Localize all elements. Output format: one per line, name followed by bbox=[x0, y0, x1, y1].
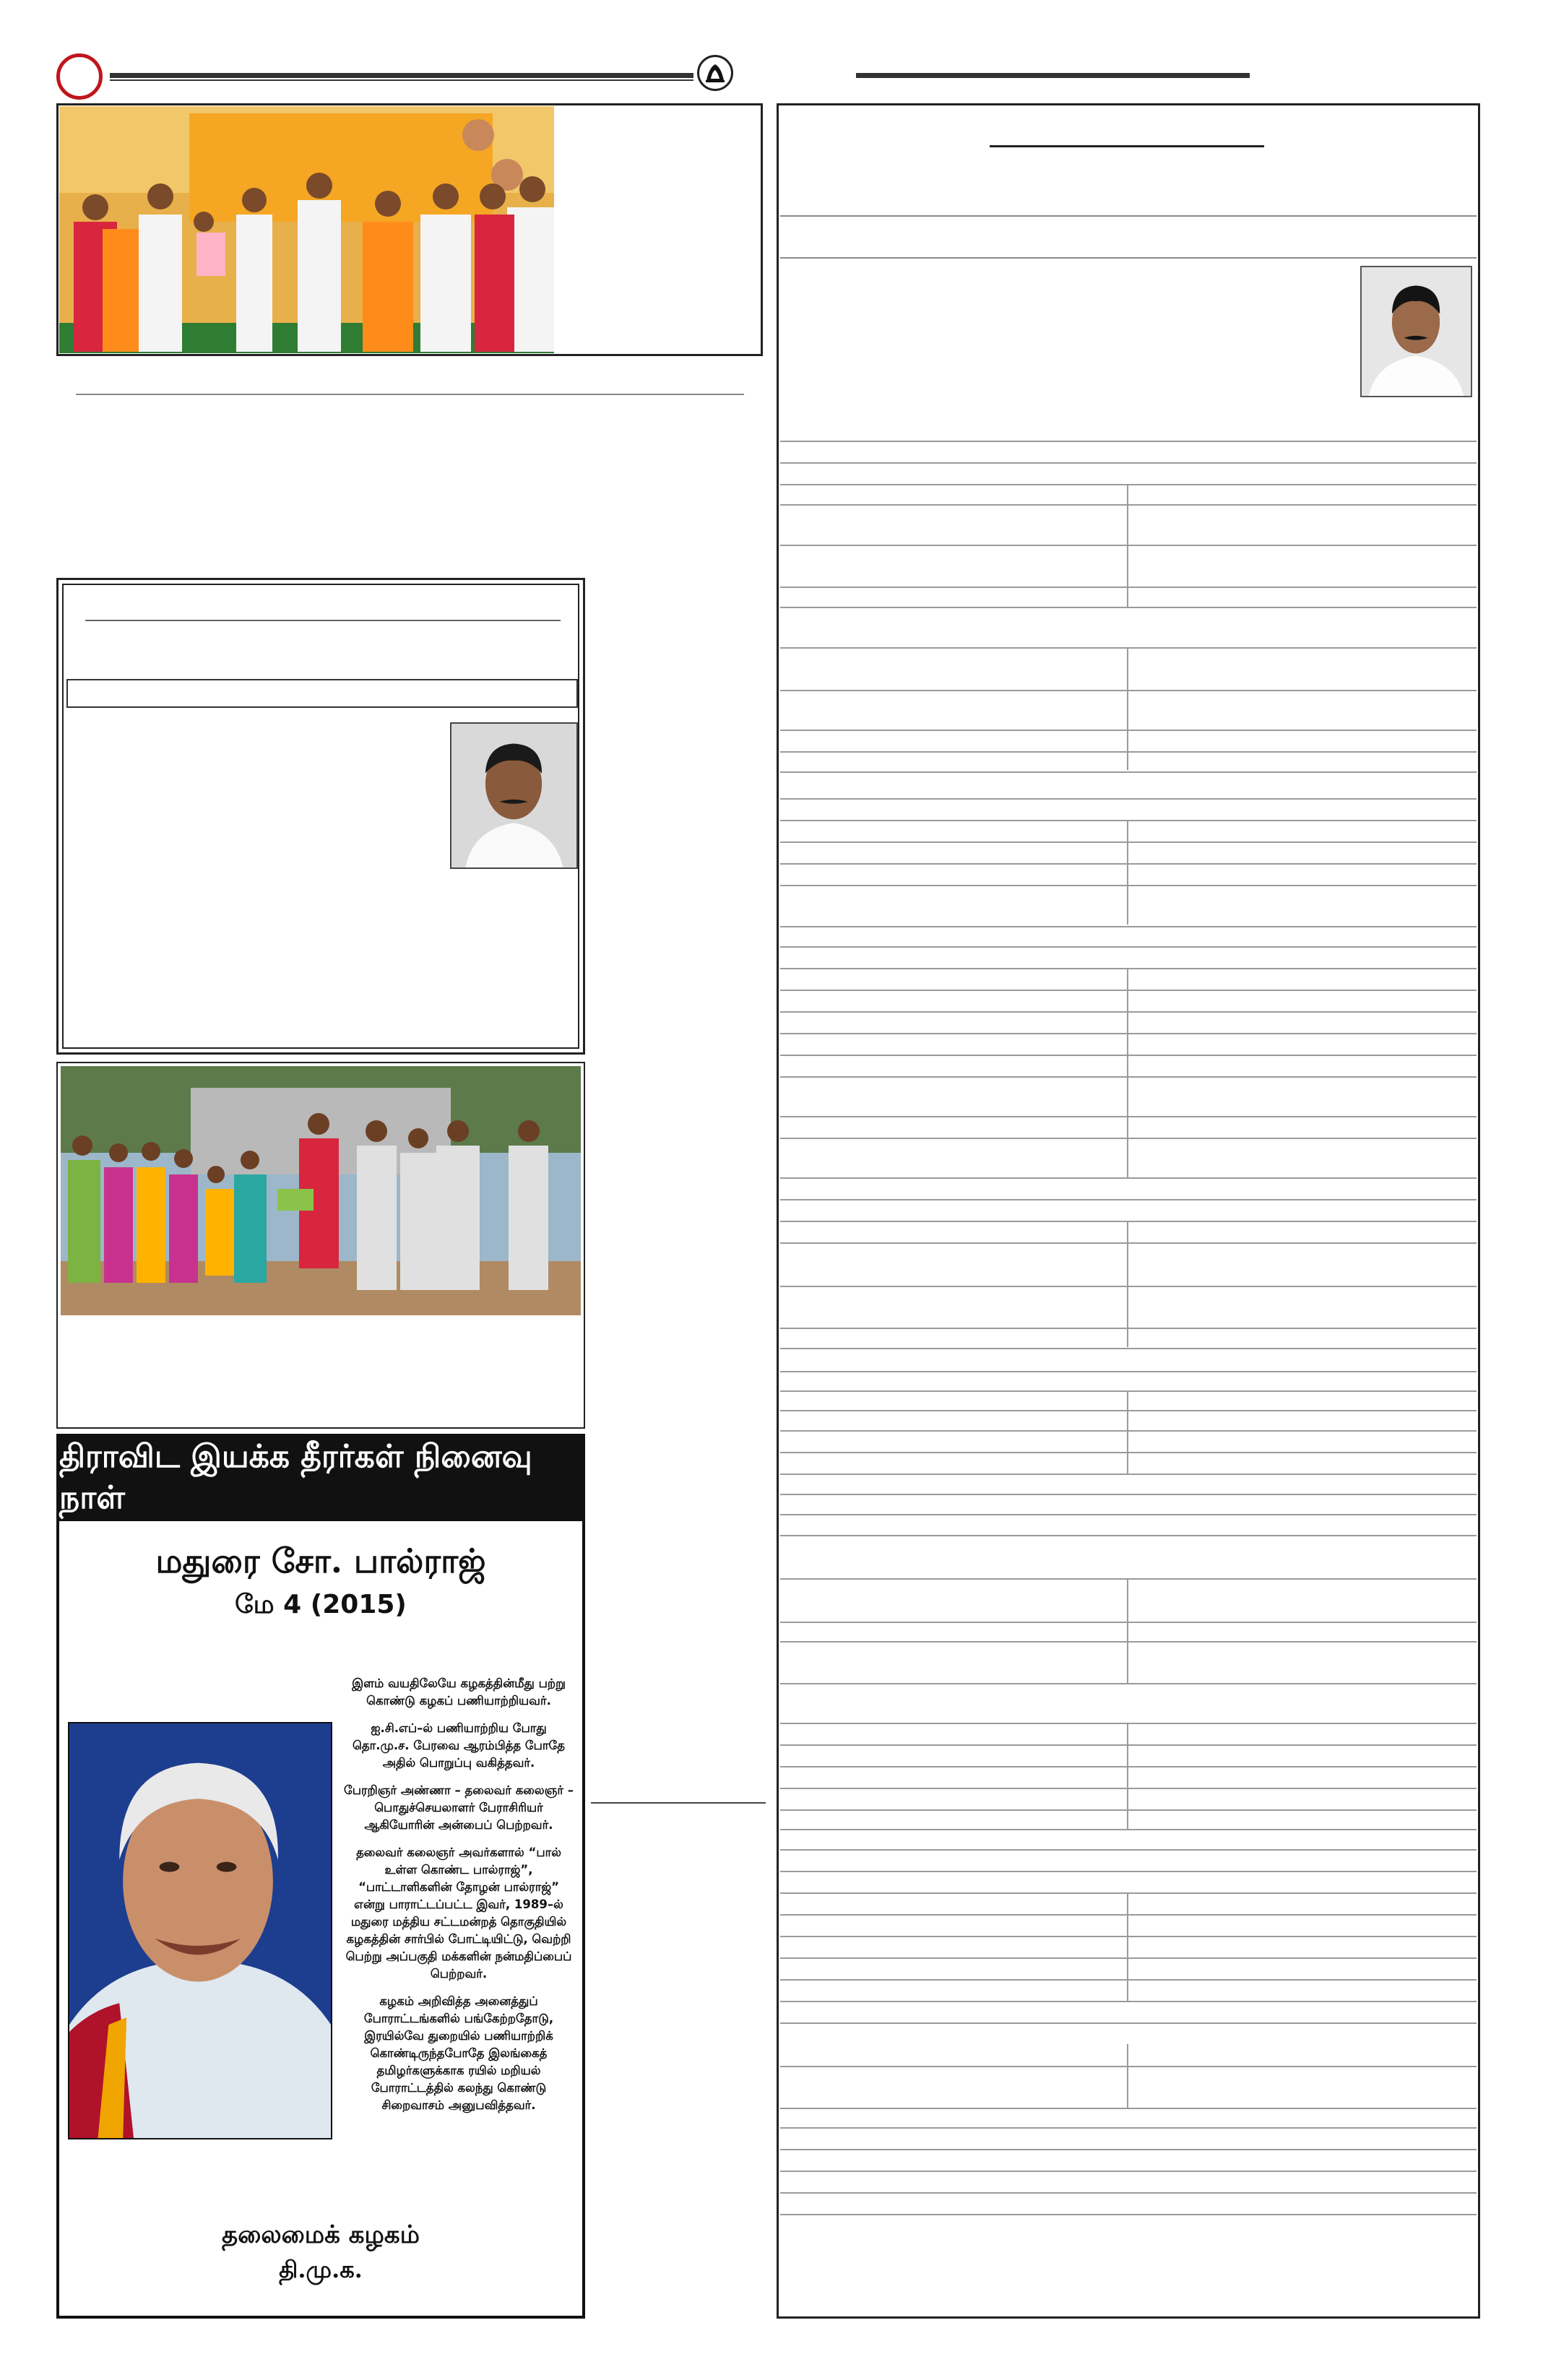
table-rule bbox=[780, 968, 1477, 969]
memorial-paragraph: தலைவர் கலைஞர் அவர்களால் “பால் உள்ள கொண்ட பால்ராஜ்”, “பாட்டாளிகளின் தோழன் பால்ராஜ்” என்று பாராட்டப்பட்ட இவர், 1989–ல் மதுரை மத்திய சட்டமன்றத் தொகுதியில் கழகத்தின் சார்பில் போட்டியிட்டு, வெற்றி பெற்று அப்பகுதி மக்களின் நன்மதிப்பைப் பெற்றவர். bbox=[345, 1845, 572, 1981]
relief-distribution-photo bbox=[61, 1066, 581, 1315]
leader-portrait bbox=[450, 722, 578, 869]
table-rule bbox=[780, 1138, 1477, 1139]
memorial-org: தலைமைக் கழகம் bbox=[222, 2220, 420, 2249]
table-rule bbox=[780, 1116, 1477, 1117]
table-rule bbox=[780, 504, 1477, 506]
table-rule bbox=[780, 2108, 1477, 2109]
article-subhead-box bbox=[66, 679, 578, 708]
table-column-rule bbox=[1127, 968, 1128, 1076]
table-rule bbox=[780, 863, 1477, 865]
memorial-portrait bbox=[68, 1722, 332, 2139]
table-column-rule bbox=[1127, 820, 1128, 925]
right-heading-rule bbox=[990, 145, 1264, 147]
table-rule bbox=[780, 1076, 1477, 1078]
table-rule bbox=[780, 1474, 1477, 1475]
table-rule bbox=[780, 1892, 1477, 1894]
memorial-party: தி.மு.க. bbox=[279, 2256, 363, 2283]
table-rule bbox=[780, 1390, 1477, 1392]
table-column-rule bbox=[1127, 1723, 1128, 1829]
table-rule bbox=[780, 1033, 1477, 1034]
leader-portrait bbox=[1360, 266, 1472, 397]
table-rule bbox=[780, 2149, 1477, 2150]
table-rule bbox=[780, 1871, 1477, 1872]
article-heading-rule bbox=[85, 620, 561, 621]
table-rule bbox=[780, 1622, 1477, 1623]
table-rule bbox=[780, 1641, 1477, 1643]
table-rule bbox=[780, 1242, 1477, 1244]
table-rule bbox=[780, 1829, 1477, 1830]
table-rule bbox=[780, 587, 1477, 588]
table-rule bbox=[780, 1430, 1477, 1432]
table-rule bbox=[780, 1936, 1477, 1937]
table-rule bbox=[780, 690, 1477, 691]
party-emblem-icon bbox=[56, 53, 103, 100]
table-rule bbox=[780, 647, 1477, 649]
right-divider bbox=[780, 215, 1477, 217]
memorial-banner: திராவிட இயக்க தீரர்கள் நினைவு நாள் bbox=[59, 1437, 582, 1521]
column-rule bbox=[76, 394, 744, 395]
table-rule bbox=[780, 484, 1477, 485]
table-column-rule bbox=[1127, 647, 1128, 770]
table-rule bbox=[780, 885, 1477, 886]
table-rule bbox=[780, 2066, 1477, 2067]
table-rule bbox=[780, 441, 1477, 442]
table-rule bbox=[780, 1979, 1477, 1981]
table-rule bbox=[780, 1055, 1477, 1056]
event-stage-photo bbox=[59, 106, 554, 353]
table-rule bbox=[780, 730, 1477, 731]
table-rule bbox=[780, 820, 1477, 821]
table-rule bbox=[780, 1849, 1477, 1851]
table-rule bbox=[780, 2127, 1477, 2129]
table-rule bbox=[780, 1286, 1477, 1287]
table-rule bbox=[780, 1011, 1477, 1013]
table-rule bbox=[780, 1766, 1477, 1767]
table-rule bbox=[780, 545, 1477, 546]
table-rule bbox=[780, 1494, 1477, 1495]
table-rule bbox=[780, 1914, 1477, 1916]
table-rule bbox=[780, 1348, 1477, 1349]
table-column-rule bbox=[1127, 1390, 1128, 1474]
table-rule bbox=[780, 1535, 1477, 1536]
table-rule bbox=[780, 1410, 1477, 1411]
table-rule bbox=[780, 1809, 1477, 1811]
column-rule bbox=[591, 1802, 766, 1804]
table-rule bbox=[780, 1723, 1477, 1724]
table-rule bbox=[780, 771, 1477, 773]
header-rule bbox=[856, 73, 1250, 78]
table-rule bbox=[780, 1452, 1477, 1453]
table-column-rule bbox=[1127, 1578, 1128, 1683]
table-rule bbox=[780, 946, 1477, 948]
memorial-paragraph: ஐ.சி.எப்–ல் பணியாற்றிய போது தொ.மு.ச. பேரவை ஆரம்பித்த போதே அதில் பொறுப்பு வகித்தவர். bbox=[353, 1721, 565, 1770]
table-column-rule bbox=[1127, 2044, 1128, 2108]
table-column-rule bbox=[1127, 484, 1128, 607]
table-rule bbox=[780, 1199, 1477, 1200]
memorial-paragraph: இளம் வயதிலேயே கழகத்தின்மீது பற்று கொண்டு கழகப் பணியாற்றியவர். bbox=[352, 1676, 566, 1708]
memorial-advert bbox=[56, 1434, 585, 2319]
right-divider bbox=[780, 257, 1477, 259]
right-column-box bbox=[777, 103, 1480, 2319]
table-rule bbox=[780, 2171, 1477, 2172]
table-column-rule bbox=[1127, 1221, 1128, 1347]
table-rule bbox=[780, 1221, 1477, 1222]
table-rule bbox=[780, 990, 1477, 991]
table-rule bbox=[780, 1371, 1477, 1372]
table-rule bbox=[780, 2001, 1477, 2002]
memorial-biography bbox=[342, 1675, 575, 2124]
header-rule bbox=[110, 73, 693, 78]
table-rule bbox=[780, 607, 1477, 608]
table-rule bbox=[780, 1514, 1477, 1515]
table-rule bbox=[780, 1788, 1477, 1789]
memorial-name: மதுரை சோ. பால்ராஜ் bbox=[155, 1541, 486, 1580]
table-rule bbox=[780, 1328, 1477, 1329]
table-rule bbox=[780, 462, 1477, 464]
rising-sun-emblem-icon bbox=[697, 55, 733, 91]
table-rule bbox=[780, 1683, 1477, 1684]
table-rule bbox=[780, 1957, 1477, 1959]
table-rule bbox=[780, 926, 1477, 927]
table-rule bbox=[780, 841, 1477, 843]
table-column-rule bbox=[1127, 1076, 1128, 1177]
memorial-date: மே 4 (2015) bbox=[235, 1590, 407, 1619]
memorial-paragraph: கழகம் அறிவித்த அனைத்துப் போராட்டங்களில் பங்கேற்றதோடு, இரயில்வே துறையில் பணியாற்றிக் கொண்டிருந்தபோதே இலங்கைத் தமிழர்களுக்காக ரயில் மறியல் போராட்டத்தில் கலந்து கொண்டு சிறைவாசம் அனுபவித்தவர். bbox=[363, 1994, 554, 2112]
table-rule bbox=[780, 798, 1477, 800]
table-rule bbox=[780, 1578, 1477, 1580]
table-rule bbox=[780, 2192, 1477, 2194]
table-rule bbox=[780, 751, 1477, 753]
table-rule bbox=[780, 1744, 1477, 1746]
table-rule bbox=[780, 1177, 1477, 1179]
table-rule bbox=[780, 2022, 1477, 2024]
table-rule bbox=[780, 2214, 1477, 2215]
table-column-rule bbox=[1127, 1892, 1128, 2001]
memorial-paragraph: பேரறிஞர் அண்ணா – தலைவர் கலைஞர் –பொதுச்செயலாளர் பேராசிரியர் ஆகியோரின் அன்பைப் பெற்றவர். bbox=[344, 1783, 574, 1832]
